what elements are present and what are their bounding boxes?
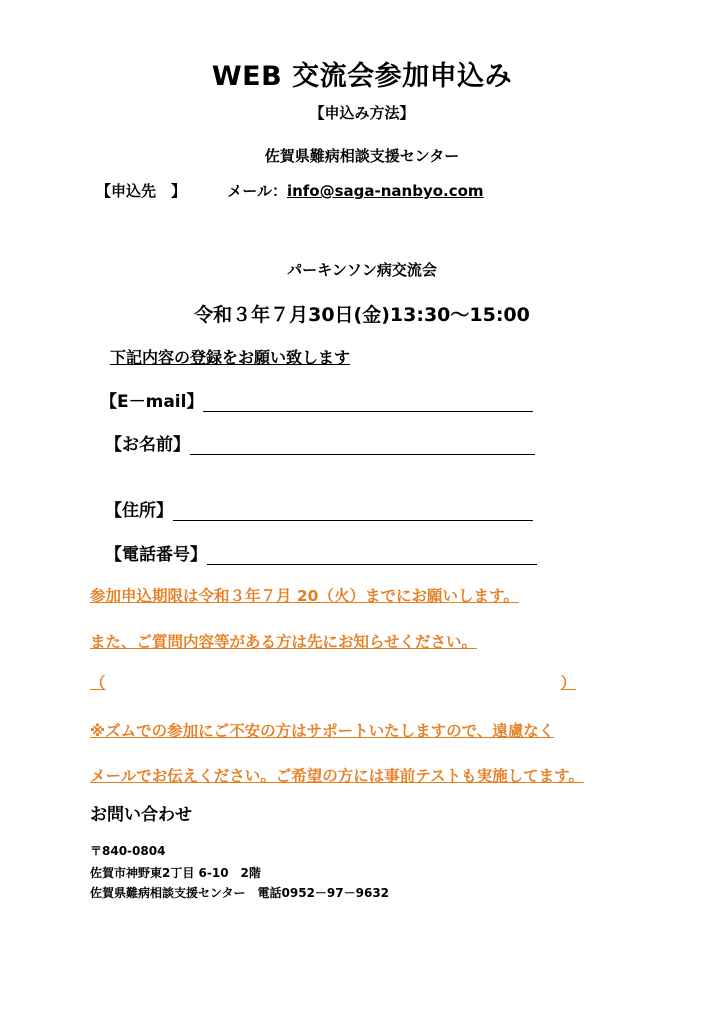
center-name: 佐賀県難病相談支援センター: [264, 147, 460, 165]
org-phone: 佐賀県難病相談支援センター 電話0952－97－9632: [90, 886, 390, 900]
phone-field-line[interactable]: [207, 546, 537, 565]
address-field[interactable]: [105, 496, 533, 521]
email-field-label: 【E－mail】: [100, 392, 204, 412]
name-field[interactable]: [105, 430, 535, 455]
method-heading: 【申込み方法】: [309, 104, 415, 122]
name-field-line[interactable]: [190, 436, 535, 455]
questions-input[interactable]: [90, 671, 576, 693]
paren-open: （: [90, 674, 106, 692]
paren-close: ）: [560, 674, 577, 692]
address-field-line[interactable]: [173, 502, 533, 521]
email-field-line[interactable]: [203, 393, 533, 412]
zoom-support-notice: ※ズムでの参加にご不安の方はサポートいたしますので、遠慮なく: [90, 722, 555, 740]
address: 佐賀市神野東2丁目 6-10 2階: [90, 866, 261, 880]
phone-field[interactable]: [105, 540, 537, 565]
email-link[interactable]: info@saga-nanbyo.com: [286, 182, 484, 200]
postal-code: 〒840-0804: [90, 844, 166, 858]
address-field-label: 【住所】: [105, 501, 173, 521]
contact-heading: お問い合わせ: [90, 805, 192, 825]
page-title: WEB 交流会参加申込み: [211, 61, 513, 92]
register-instruction: 下記内容の登録をお願い致します: [110, 348, 351, 367]
zoom-test-notice: メールでお伝えください。ご希望の方には事前テストも実施してます。: [90, 767, 584, 785]
apply-destination-row: [96, 180, 484, 201]
name-field-label: 【お名前】: [105, 435, 190, 455]
phone-field-label: 【電話番号】: [105, 545, 207, 565]
questions-notice: また、ご質問内容等がある方は先にお知らせください。: [90, 633, 478, 651]
event-date: 令和３年７月30日(金)13:30～15:00: [194, 304, 530, 326]
email-field[interactable]: [100, 387, 533, 412]
mail-label: メール：: [227, 182, 287, 200]
destination-label: 【申込先 】: [96, 182, 187, 200]
event-name: パーキンソン病交流会: [287, 261, 437, 279]
deadline-notice: 参加申込期限は令和３年７月 20（火）までにお願いします。: [90, 587, 519, 605]
